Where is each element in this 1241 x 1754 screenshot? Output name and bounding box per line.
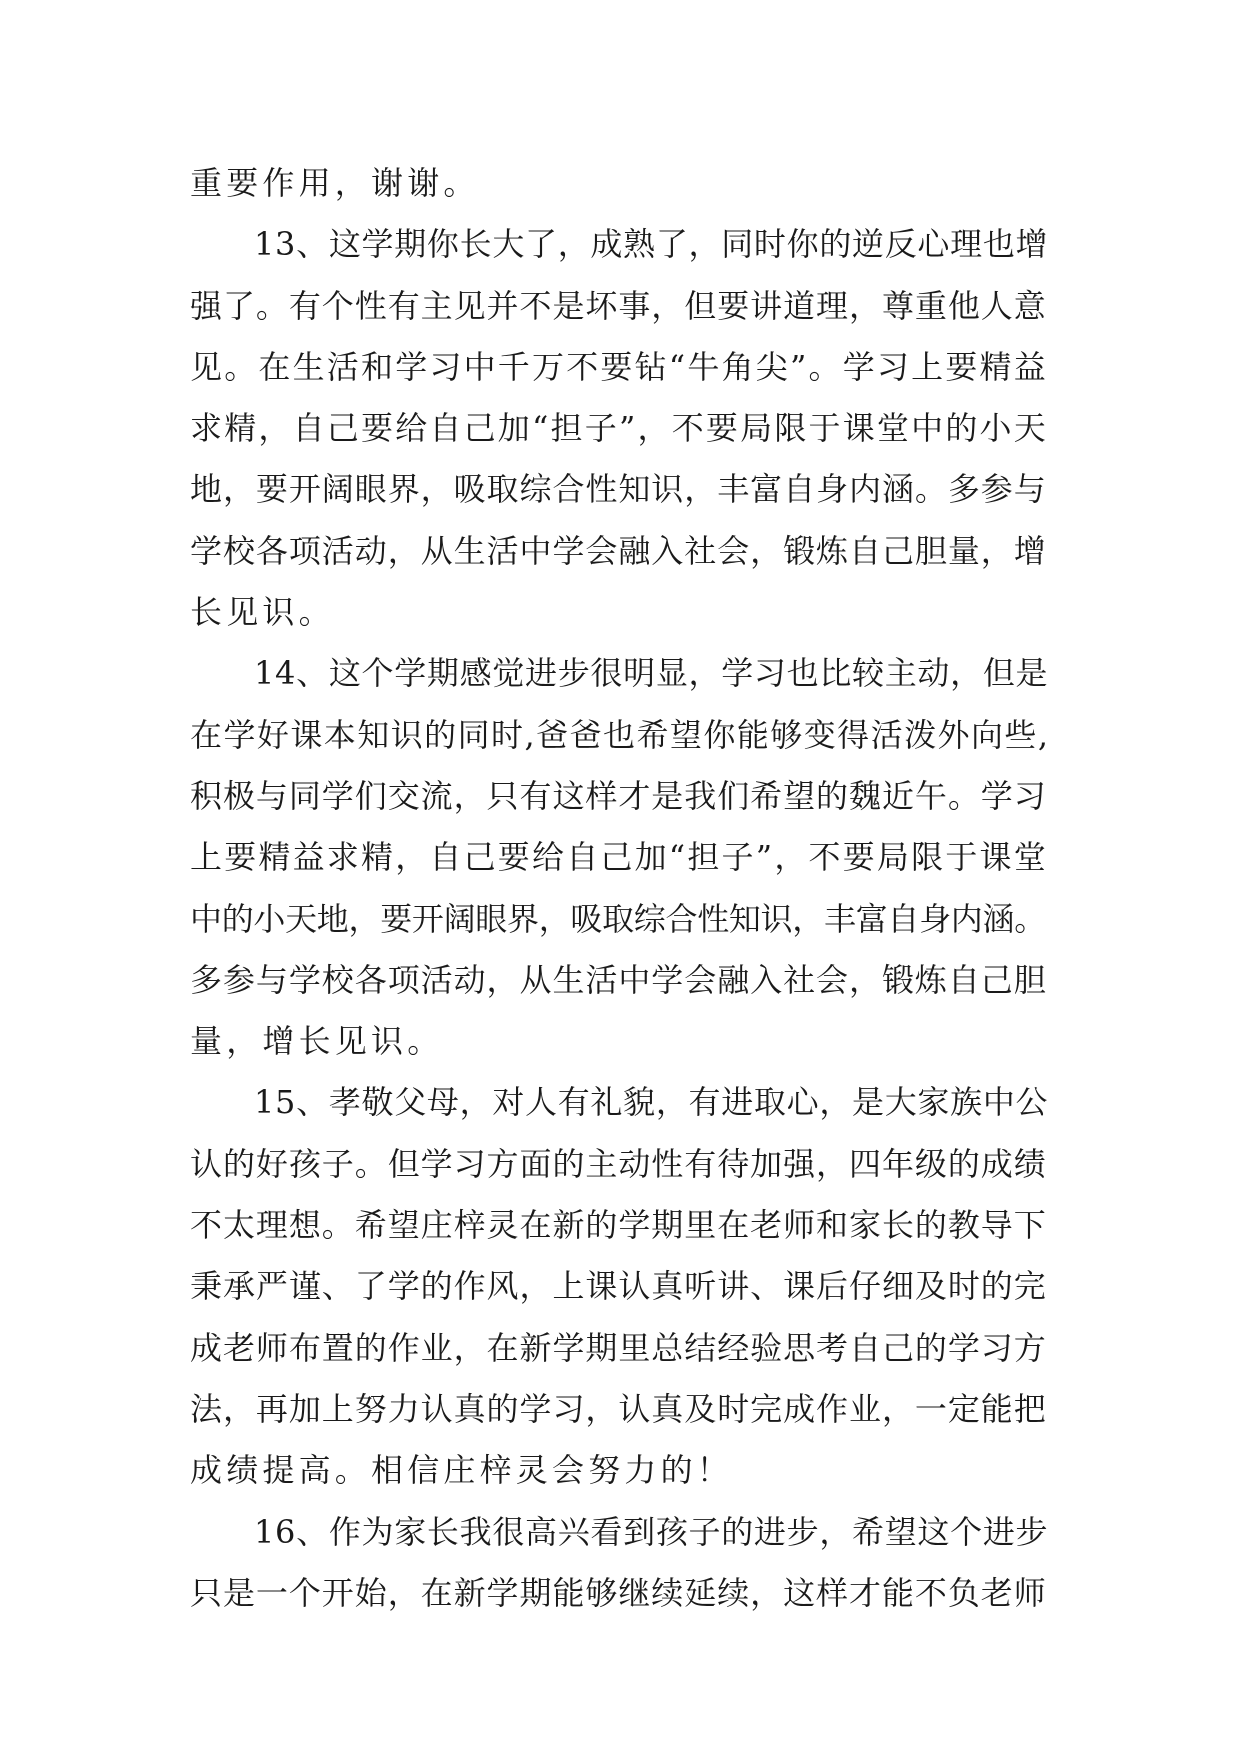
text-line: 量，增长见识。 [190,1022,444,1061]
text-line: 学校各项活动，从生活中学会融入社会，锻炼自己胆量，增 [190,531,1047,570]
text-line: 认的好孩子。但学习方面的主动性有待加强，四年级的成绩 [190,1144,1047,1183]
text-line: 积极与同学们交流，只有这样才是我们希望的魏近午。学习 [190,776,1047,815]
text-line: 在学好课本知识的同时,爸爸也希望你能够变得活泼外向些, [190,715,1050,754]
text-line: 成绩提高。相信庄梓灵会努力的！ [190,1451,734,1490]
text-line: 只是一个开始，在新学期能够继续延续，这样才能不负老师 [190,1573,1047,1612]
text-line: 15、孝敬父母，对人有礼貌，有进取心，是大家族中公 [254,1083,1049,1122]
text-line: 13、这学期你长大了，成熟了，同时你的逆反心理也增 [254,225,1049,264]
body-text [190,153,1050,1624]
text-line: 14、这个学期感觉进步很明显，学习也比较主动，但是 [254,654,1049,693]
text-line: 成老师布置的作业，在新学期里总结经验思考自己的学习方 [190,1328,1047,1367]
text-line: 重要作用，谢谢。 [190,164,480,202]
text-line: 法，再加上努力认真的学习，认真及时完成作业，一定能把 [190,1389,1047,1428]
text-line: 见。在生活和学习中千万不要钻“牛角尖”。学习上要精益 [190,347,1048,386]
text-line: 强了。有个性有主见并不是坏事，但要讲道理，尊重他人意 [190,286,1047,325]
text-line: 秉承严谨、了学的作风，上课认真听讲、课后仔细及时的完 [190,1267,1047,1306]
text-line: 求精，自己要给自己加“担子”，不要局限于课堂中的小天 [190,409,1048,448]
text-line: 不太理想。希望庄梓灵在新的学期里在老师和家长的教导下 [190,1206,1047,1245]
text-line: 多参与学校各项活动，从生活中学会融入社会，锻炼自己胆 [190,960,1047,999]
text-line: 上要精益求精，自己要给自己加“担子”，不要局限于课堂 [190,838,1048,877]
text-line: 16、作为家长我很高兴看到孩子的进步，希望这个进步 [254,1512,1049,1551]
text-line: 中的小天地，要开阔眼界，吸取综合性知识，丰富自身内涵。 [190,899,1046,938]
text-line: 地，要开阔眼界，吸取综合性知识，丰富自身内涵。多参与 [190,470,1047,509]
text-line: 长见识。 [190,593,335,632]
